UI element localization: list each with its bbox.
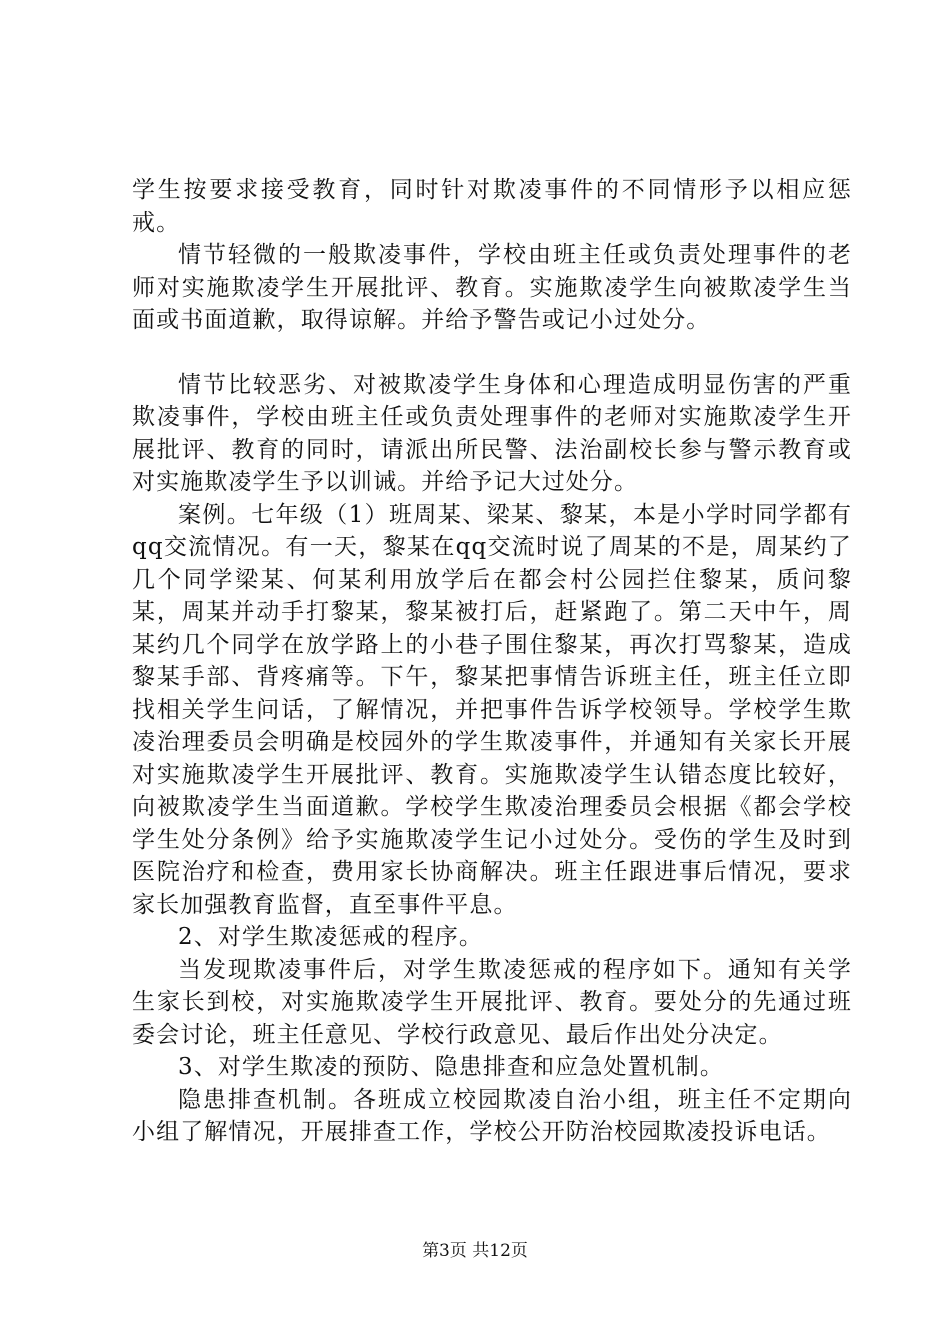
section-heading-procedure: 2、对学生欺凌惩戒的程序。 xyxy=(178,924,483,950)
paragraph-prevention: 隐患排查机制。各班成立校园欺凌自治小组，班主任不定期向小组了解情况，开展排查工作，学校公开防治校园欺凌投诉电话。 xyxy=(132,1086,852,1145)
paragraph-case-example: 案例。七年级（1）班周某、梁某、黎某，本是小学时同学都有qq交流情况。有一天，黎某在qq交流时说了周某的不是，周某约了几个同学梁某、何某利用放学后在都会村公园拦住黎某，质问黎某，周某并动手打黎某，黎某被打后，赶紧跑了。第二天中午，周某约几个同学在放学路上的小巷子围住黎某，再次打骂黎某，造成黎某手部、背疼痛等。下午，黎某把事情告诉班主任，班主任立即找相关学生问话，了解情况，并把事件告诉学校领导。学校学生欺凌治理委员会明确是校园外的学生欺凌事件，并通知有关家长开展对实施欺凌学生开展批评、教育。实施欺凌学生认错态度比较好，向被欺凌学生当面道歉。学校学生欺凌治理委员会根据《都会学校学生处分条例》给予实施欺凌学生记小过处分。受伤的学生及时到医院治疗和检查，费用家长协商解决。班主任跟进事后情况，要求家长加强教育监督，直至事件平息。 xyxy=(132,501,852,918)
paragraph-minor-bullying: 情节轻微的一般欺凌事件，学校由班主任或负责处理事件的老师对实施欺凌学生开展批评、教育。实施欺凌学生向被欺凌学生当面或书面道歉，取得谅解。并给予警告或记小过处分。 xyxy=(132,242,852,333)
document-body xyxy=(132,174,852,1149)
paragraph-serious-bullying: 情节比较恶劣、对被欺凌学生身体和心理造成明显伤害的严重欺凌事件，学校由班主任或负责处理事件的老师对实施欺凌学生开展批评、教育的同时，请派出所民警、法治副校长参与警示教育或对实施欺凌学生予以训诫。并给予记大过处分。 xyxy=(132,371,852,495)
paragraph-procedure: 当发现欺凌事件后，对学生欺凌惩戒的程序如下。通知有关学生家长到校，对实施欺凌学生开展批评、教育。要处分的先通过班委会讨论，班主任意见、学校行政意见、最后作出处分决定。 xyxy=(132,956,852,1048)
page-footer: 第3页 共12页 xyxy=(422,1241,528,1261)
section-heading-prevention: 3、对学生欺凌的预防、隐患排查和应急处置机制。 xyxy=(178,1054,724,1080)
paragraph-continuation: 学生按要求接受教育，同时针对欺凌事件的不同情形予以相应惩戒。 xyxy=(132,177,852,236)
